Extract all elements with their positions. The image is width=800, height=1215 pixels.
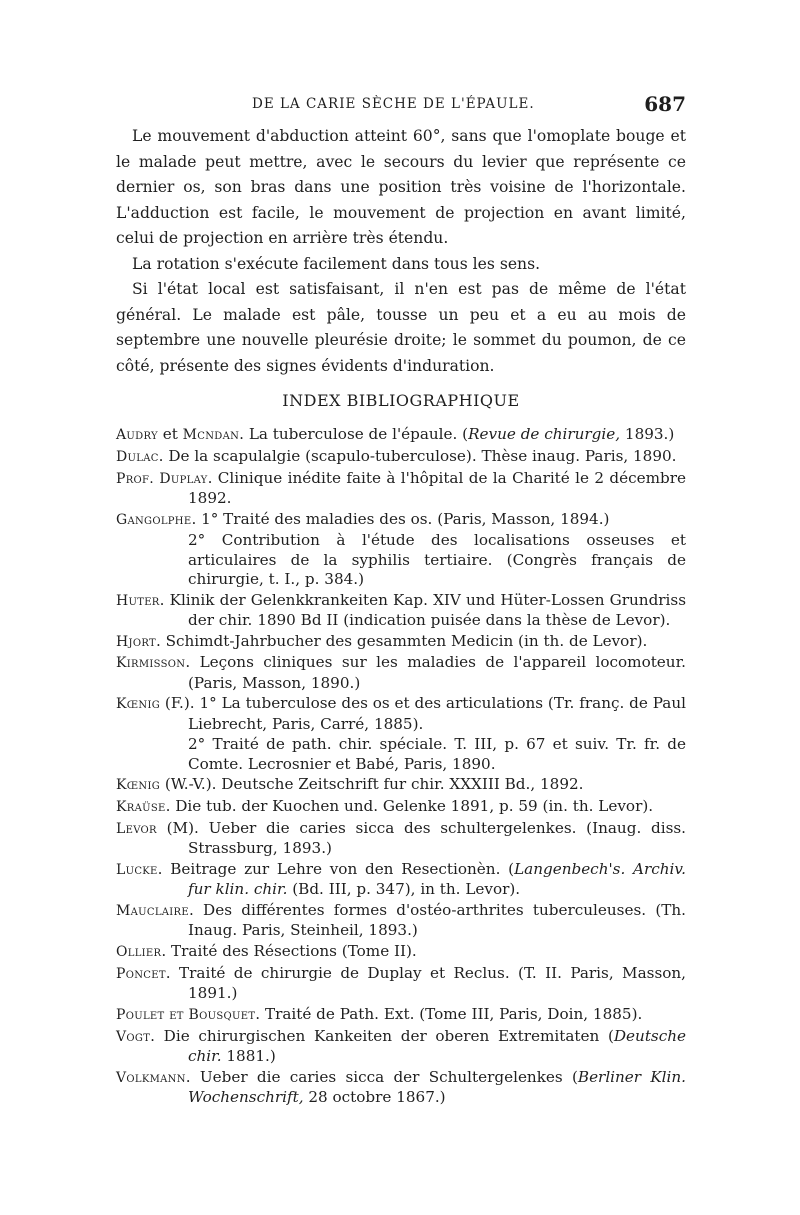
entry-author: Levor	[116, 820, 157, 837]
entry-italic: Berliner Klin. Wochenschrift,	[188, 1067, 686, 1106]
entry-text: . De la scapulalgie (scapulo-tuberculose). Thèse inaug. Paris, 1890.	[158, 446, 677, 465]
bibliography-entry	[116, 797, 686, 817]
entry-text: . Beitrage zur Lehre von den Resectionèn. (	[157, 859, 515, 878]
entry-text: 2° Traité de path. chir. spéciale. T. III, p. 67 et suiv. Tr. fr. de Comte. Lecrosnier et Babé, Paris, 1890.	[188, 735, 686, 773]
entry-author: Lucke	[116, 861, 158, 878]
bibliography-entry	[116, 591, 686, 630]
entry-text-after: (Bd. III, p. 347), in th. Levor).	[287, 880, 521, 899]
entry-author: Poulet et Bousquet	[116, 1006, 256, 1023]
bibliography-entry	[116, 653, 686, 692]
entry-text: . Schimdt-Jahrbucher des gesammten Medicin (in th. de Levor).	[155, 631, 648, 650]
entry-text: . Traité de chirurgie de Duplay et Reclus. (T. II. Paris, Masson, 1891.)	[165, 963, 686, 1002]
bibliography-entry	[116, 425, 686, 445]
bibliography-list	[116, 425, 686, 1109]
entry-text: (M). Ueber die caries sicca des schultergelenkes. (Inaug. diss. Strassburg, 1893.)	[156, 818, 686, 858]
entry-text: (F.). 1° La tuberculose des os et des articulations (Tr. franç. de Paul Liebrecht, Paris, Carré, 1885).	[160, 694, 686, 733]
entry-text-after: 1881.)	[221, 1046, 276, 1065]
entry-author-2: Mcndan	[182, 427, 240, 443]
index-title: INDEX BIBLIOGRAPHIQUE	[282, 391, 520, 410]
entry-author: Mauclaire	[116, 902, 189, 919]
entry-author: Kœnig	[116, 696, 161, 713]
entry-text: . Traité de Path. Ext. (Tome III, Paris, Doin, 1885).	[255, 1004, 643, 1023]
bibliography-entry	[116, 775, 686, 795]
entry-author: Kœnig	[116, 777, 161, 794]
entry-text: (W.-V.). Deutsche Zeitschrift fur chir. XXXIII Bd., 1892.	[160, 775, 584, 794]
bibliography-entry	[116, 1005, 686, 1025]
entry-text: . 1° Traité des maladies des os. (Paris, Masson, 1894.)	[191, 509, 610, 528]
paragraph: La rotation s'exécute facilement dans tous les sens.	[132, 254, 541, 273]
page-number: 687	[644, 92, 686, 116]
entry-author: Dulac	[116, 448, 159, 465]
bibliography-entry	[116, 632, 686, 652]
bibliography-entry	[116, 901, 686, 940]
bibliography-entry	[116, 1068, 686, 1107]
entry-text: . Des différentes formes d'ostéo-arthrites tuberculeuses. (Th. Inaug. Paris, Steinheil, 1893.)	[188, 900, 686, 940]
bibliography-entry	[116, 694, 686, 733]
entry-author: Ollier	[116, 943, 162, 960]
entry-text: . Clinique inédite faite à l'hôpital de la Charité le 2 décembre 1892.	[188, 468, 687, 507]
entry-text-after: 28 octobre 1867.)	[303, 1087, 446, 1106]
bibliography-subentry	[116, 735, 686, 773]
entry-author: Audry	[116, 427, 158, 443]
entry-author: Hjort	[116, 633, 156, 650]
entry-text: . Ueber die caries sicca der Schultergelenkes (	[185, 1067, 578, 1086]
bibliography-entry	[116, 964, 686, 1003]
entry-author: Huter	[116, 592, 160, 609]
running-head	[116, 92, 686, 120]
bibliography-entry	[116, 510, 686, 530]
entry-author: Kirmisson	[116, 655, 186, 672]
entry-connector: et	[157, 425, 183, 443]
entry-author: Vogt	[116, 1028, 151, 1045]
entry-text: . Die tub. der Kuochen und. Gelenke 1891, p. 59 (in. th. Levor).	[165, 797, 654, 816]
bibliography-entry	[116, 1027, 686, 1066]
running-title: DE LA CARIE SÈCHE DE L'ÉPAULE.	[252, 96, 535, 112]
entry-text: . La tuberculose de l'épaule. (	[239, 425, 469, 443]
entry-text: 2° Contribution à l'étude des localisations osseuses et articulaires de la syphilis tertiaire. (Congrès français de chirurgie, t. I., p. 384.)	[188, 531, 686, 588]
bibliography-subentry	[116, 531, 686, 589]
entry-author: Prof. Duplay	[116, 470, 208, 487]
entry-author: Volkmann	[116, 1069, 186, 1086]
entry-italic: Langenbech's. Archiv. fur klin. chir.	[188, 859, 686, 899]
bibliography-entry	[116, 819, 686, 858]
entry-italic: Deutsche chir.	[188, 1026, 686, 1065]
bibliography-entry	[116, 469, 686, 508]
body-text	[116, 124, 686, 379]
entry-author: Gangolphe	[116, 511, 192, 528]
entry-text-after: 1893.)	[620, 425, 675, 443]
bibliography-entry	[116, 447, 686, 467]
entry-italic: Revue de chirurgie,	[468, 425, 621, 443]
paragraph: Si l'état local est satisfaisant, il n'en est pas de même de l'état général. Le malade est pâle, tousse un peu et a eu au mois de septembre une nouvelle pleurésie droite; le sommet du poumon, de ce côté, présente des signes évidents d'induration.	[116, 280, 686, 375]
entry-text: . Klinik der Gelenkkrankeiten Kap. XIV und Hüter-Lossen Grundriss der chir. 1890 Bd II (indication puisée dans la thèse de Levor).	[159, 590, 686, 629]
entry-text: . Die chirurgischen Kankeiten der oberen Extremitaten (	[150, 1026, 614, 1045]
entry-author: Poncet	[116, 965, 166, 982]
bibliography-entry	[116, 942, 686, 962]
paragraph: Le mouvement d'abduction atteint 60°, sans que l'omoplate bouge et le malade peut mettre, avec le secours du levier que représente ce dernier os, son bras dans une position très voisine de l'horizontale. L'adduction est facile, le mouvement de projection en avant limité, celui de projection en arrière très étendu.	[116, 127, 686, 247]
entry-author: Kraüse	[116, 799, 166, 816]
entry-text: . Leçons cliniques sur les maladies de l'appareil locomoteur. (Paris, Masson, 1890.)	[185, 653, 686, 692]
entry-text: . Traité des Résections (Tome II).	[161, 941, 417, 960]
bibliography-entry	[116, 860, 686, 899]
